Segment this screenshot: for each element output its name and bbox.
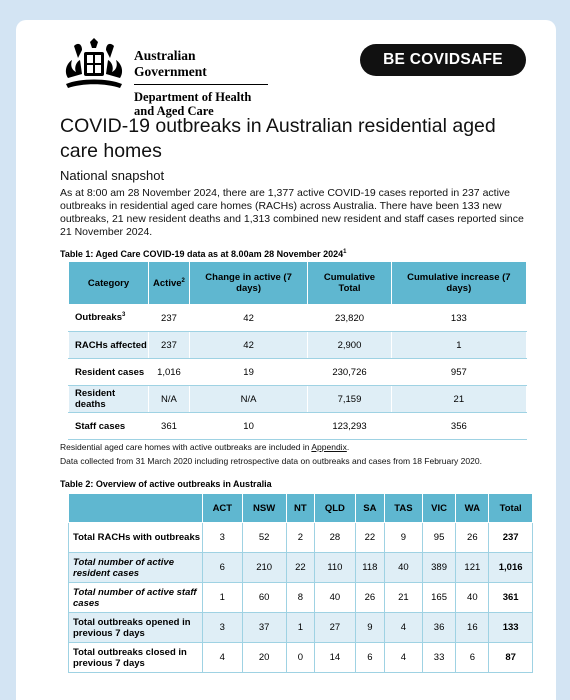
row-label <box>69 359 149 386</box>
table-cell: 1 <box>391 332 526 359</box>
table-row <box>69 359 527 386</box>
table-cell: 26 <box>355 583 384 613</box>
page-title: COVID-19 outbreaks in Australian residential aged care homes <box>60 115 496 162</box>
table-cell: 230,726 <box>308 359 391 386</box>
department-line-2: and Aged Care <box>134 104 214 118</box>
table-row <box>69 553 533 583</box>
table-cell: 23,820 <box>308 305 391 332</box>
table1-note-1 <box>60 442 512 453</box>
row-label <box>69 305 149 332</box>
government-wordmark <box>134 48 268 118</box>
table-cell: 2,900 <box>308 332 391 359</box>
table-cell: 237 <box>489 523 533 553</box>
table1-header: Cumulative increase (7 days) <box>391 262 526 305</box>
table-cell: 121 <box>456 553 489 583</box>
subtitle: National snapshot <box>60 168 165 183</box>
table-cell: 40 <box>456 583 489 613</box>
table-cell: 4 <box>385 643 423 673</box>
intro-paragraph: As at 8:00 am 28 November 2024, there are 1,377 active COVID-19 cases reported in 237 active outbreaks in residential aged care homes (RACHs) across Australia. There have been 133 new outbreaks, 21 new resident deaths and 1,313 combined new resident and staff cases reported since 21 November 2024. <box>60 187 524 238</box>
document-page <box>16 20 556 700</box>
active-outbreaks-table <box>68 493 533 673</box>
row-label: Total RACHs with outbreaks <box>69 523 203 553</box>
table-cell: 16 <box>456 613 489 643</box>
table-cell: 36 <box>422 613 456 643</box>
document-header <box>60 38 512 118</box>
table-cell: 0 <box>286 643 315 673</box>
table-row <box>69 413 527 440</box>
row-label-sup: 3 <box>122 312 126 319</box>
table-cell: 210 <box>242 553 286 583</box>
table-cell: 133 <box>391 305 526 332</box>
state-column-header: QLD <box>315 494 356 523</box>
table-cell: 21 <box>391 386 526 413</box>
state-column-header: NT <box>286 494 315 523</box>
table1-header: Cumulative Total <box>308 262 391 305</box>
table-cell: 118 <box>355 553 384 583</box>
table1-header <box>149 262 190 305</box>
table-row <box>69 583 533 613</box>
table-cell: 957 <box>391 359 526 386</box>
state-column-header: NSW <box>242 494 286 523</box>
table-cell: 1,016 <box>149 359 190 386</box>
row-label: Total number of active staff cases <box>69 583 203 613</box>
row-label: Total outbreaks opened in previous 7 days <box>69 613 203 643</box>
table-cell: 237 <box>149 332 190 359</box>
table-cell: 52 <box>242 523 286 553</box>
table-cell: 3 <box>203 613 243 643</box>
table-cell: 20 <box>242 643 286 673</box>
row-label-text: Resident cases <box>75 366 145 378</box>
table-row <box>69 386 527 413</box>
state-column-header: VIC <box>422 494 456 523</box>
table-cell: 2 <box>286 523 315 553</box>
table-cell: 14 <box>315 643 356 673</box>
table-row <box>69 643 533 673</box>
table-cell: N/A <box>149 386 190 413</box>
note-text: Residential aged care homes with active outbreaks are included in <box>60 442 312 452</box>
row-label: Total outbreaks closed in previous 7 days <box>69 643 203 673</box>
table2-header-row <box>69 494 533 523</box>
table-cell: 19 <box>189 359 307 386</box>
table-row <box>69 613 533 643</box>
table-cell: 361 <box>489 583 533 613</box>
table-cell: 7,159 <box>308 386 391 413</box>
table-cell: 42 <box>189 305 307 332</box>
table-cell: 9 <box>355 613 384 643</box>
note-text: . <box>346 442 350 452</box>
table-cell: 165 <box>422 583 456 613</box>
table-cell: 356 <box>391 413 526 440</box>
table-cell: 1,016 <box>489 553 533 583</box>
table1-header-active: Active <box>153 278 182 290</box>
table-cell: 3 <box>203 523 243 553</box>
row-label-text: Staff cases <box>75 420 126 432</box>
state-column-header: Total <box>489 494 533 523</box>
table-row <box>69 305 527 332</box>
table1-caption <box>60 249 512 259</box>
table-cell: 1 <box>286 613 315 643</box>
table-cell: 22 <box>286 553 315 583</box>
state-column-header: ACT <box>203 494 243 523</box>
table1-caption-text: Table 1: Aged Care COVID-19 data as at 8.00am 28 November 2024 <box>60 249 344 259</box>
aged-care-data-table <box>68 261 527 440</box>
table-cell: 9 <box>385 523 423 553</box>
row-label-text: Resident deaths <box>75 388 116 410</box>
table-cell: 95 <box>422 523 456 553</box>
table-cell: 110 <box>315 553 356 583</box>
table1-caption-sup: 1 <box>343 249 347 255</box>
table-cell: 10 <box>189 413 307 440</box>
table-cell: 4 <box>385 613 423 643</box>
table-cell: 33 <box>422 643 456 673</box>
table-cell: 21 <box>385 583 423 613</box>
covidsafe-badge: BE COVIDSAFE <box>360 44 526 76</box>
state-column-header: WA <box>456 494 489 523</box>
table1-header: Category <box>69 262 149 305</box>
table-cell: 60 <box>242 583 286 613</box>
department-line-1: Department of Health <box>134 90 252 104</box>
coat-of-arms-icon <box>60 38 128 92</box>
table-cell: 8 <box>286 583 315 613</box>
table-cell: 1 <box>203 583 243 613</box>
table-cell: 26 <box>456 523 489 553</box>
table-row <box>69 332 527 359</box>
table-cell: 42 <box>189 332 307 359</box>
table1-header: Change in active (7 days) <box>189 262 307 305</box>
row-label <box>69 413 149 440</box>
table2-caption: Table 2: Overview of active outbreaks in Australia <box>60 479 272 489</box>
table-cell: 6 <box>203 553 243 583</box>
table-cell: 37 <box>242 613 286 643</box>
government-name: Australian Government <box>134 48 268 85</box>
row-label-text: Outbreaks <box>75 312 122 324</box>
table-cell: 6 <box>456 643 489 673</box>
table-cell: 6 <box>355 643 384 673</box>
table-cell: 40 <box>315 583 356 613</box>
table-cell: 87 <box>489 643 533 673</box>
table-cell: 22 <box>355 523 384 553</box>
active-sup: 2 <box>181 278 185 285</box>
table-cell: 361 <box>149 413 190 440</box>
appendix-link[interactable]: Appendix <box>311 442 347 452</box>
table-cell: N/A <box>189 386 307 413</box>
table-cell: 237 <box>149 305 190 332</box>
state-column-header: TAS <box>385 494 423 523</box>
table2-header-empty <box>69 494 203 523</box>
row-label-text: RACHs affected <box>75 339 147 351</box>
row-label: Total number of active resident cases <box>69 553 203 583</box>
table-cell: 133 <box>489 613 533 643</box>
table-row <box>69 523 533 553</box>
table-cell: 4 <box>203 643 243 673</box>
table-cell: 27 <box>315 613 356 643</box>
row-label <box>69 386 149 413</box>
table1-header-row <box>69 262 527 305</box>
table1-note-2: Data collected from 31 March 2020 including retrospective data on outbreaks and cases from 18 February 2020. <box>60 456 482 466</box>
table-cell: 28 <box>315 523 356 553</box>
row-label <box>69 332 149 359</box>
table-cell: 389 <box>422 553 456 583</box>
table-cell: 40 <box>385 553 423 583</box>
table-cell: 123,293 <box>308 413 391 440</box>
state-column-header: SA <box>355 494 384 523</box>
